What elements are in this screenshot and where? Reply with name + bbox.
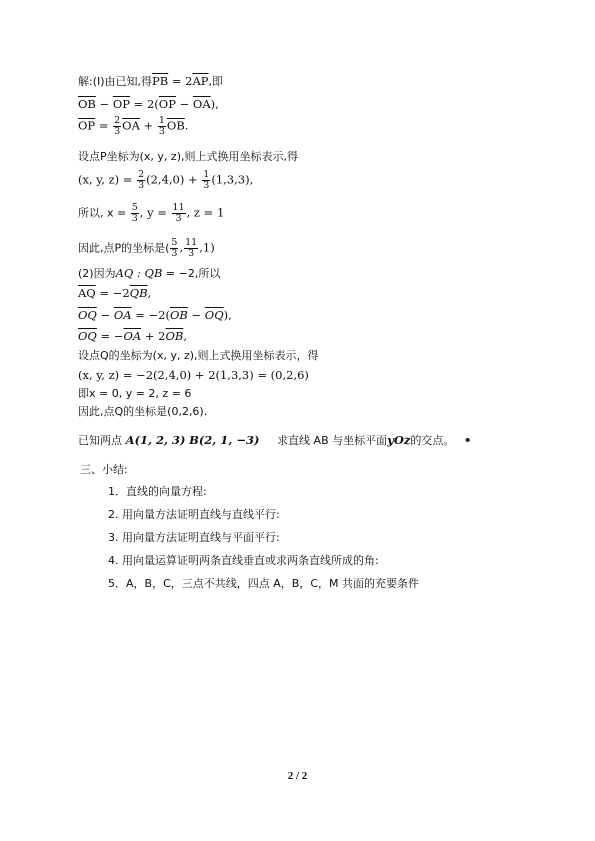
solution-line-1: 解:(I)由已知,得$\overline{PB} = 2\overline{AP}$,即 [78, 74, 224, 88]
fraction: $\frac{5}{3}$ [131, 202, 138, 224]
exercise-line: 已知两点 A(1, 2, 3) B(2, 1, −3) 求直线 AB 与坐标平面yOz的交点。 • [78, 433, 472, 447]
solution-line-4: 设点P坐标为(x, y, z),则上式换用坐标表示,得 [78, 150, 298, 163]
solution-line-7: 因此,点P的坐标是( $\frac{5}{3}$ , $\frac{11}{3}$ ,1) [78, 237, 215, 259]
solution-line-3: $\overline{OP}$ = $\frac{2}{3}$ $\overline{OA}$ + $\frac{1}{3}$ $\overline{OB}$. [78, 115, 189, 137]
fraction: $\frac{2}{3}$ [138, 169, 145, 191]
summary-item: 1．直线的向量方程: [108, 485, 207, 498]
summary-item: 5．A，B，C，三点不共线，四点 A，B，C，M 共面的充要条件 [108, 577, 419, 590]
solution-line-10: $\overline{OQ} - \overline{OA} = -2(\overline{OB} - \overline{OQ})$, [78, 308, 232, 322]
fraction: $\frac{1}{3}$ [158, 115, 165, 137]
solution-line-11: $\overline{OQ} = -\overline{OA} + 2\overline{OB}$, [78, 329, 187, 343]
solution-line-14: 即x = 0, y = 2, z = 6 [78, 387, 192, 400]
fraction: $\frac{11}{3}$ [172, 202, 185, 224]
fraction: $\frac{1}{3}$ [203, 169, 210, 191]
solution-line-15: 因此,点Q的坐标是(0,2,6). [78, 405, 208, 418]
solution-line-5: (x, y, z) = $\frac{2}{3}$ (2,4,0) + $\frac{1}{3}$ (1,3,3), [78, 169, 254, 191]
summary-item: 2. 用向量方法证明直线与直线平行: [108, 508, 280, 521]
solution-line-9: $\overline{AQ} = -2\overline{QB}$, [78, 286, 152, 300]
fraction: $\frac{2}{3}$ [114, 115, 121, 137]
summary-item: 3. 用向量方法证明直线与平面平行: [108, 531, 280, 544]
page-number: 2 / 2 [287, 770, 308, 782]
solution-line-13: (x, y, z) = −2(2,4,0) + 2(1,3,3) = (0,2,6) [78, 368, 309, 382]
solution-line-6: 所以, x = $\frac{5}{3}$ , y = $\frac{11}{3}$ , z = 1 [78, 202, 225, 224]
solution-line-8: (2)因为AQ : QB = −2,所以 [78, 266, 221, 280]
solution-line-12: 设点Q的坐标为(x, y, z),则上式换用坐标表示，得 [78, 349, 319, 362]
summary-heading: 三、小结: [80, 463, 128, 476]
solution-line-2: $\overline{OB} - \overline{OP} = 2(\overline{OP} - \overline{OA})$, [78, 97, 219, 111]
fraction: $\frac{5}{3}$ [171, 237, 178, 259]
fraction: $\frac{11}{3}$ [185, 237, 198, 259]
summary-item: 4. 用向量运算证明两条直线垂直或求两条直线所成的角: [108, 554, 379, 567]
